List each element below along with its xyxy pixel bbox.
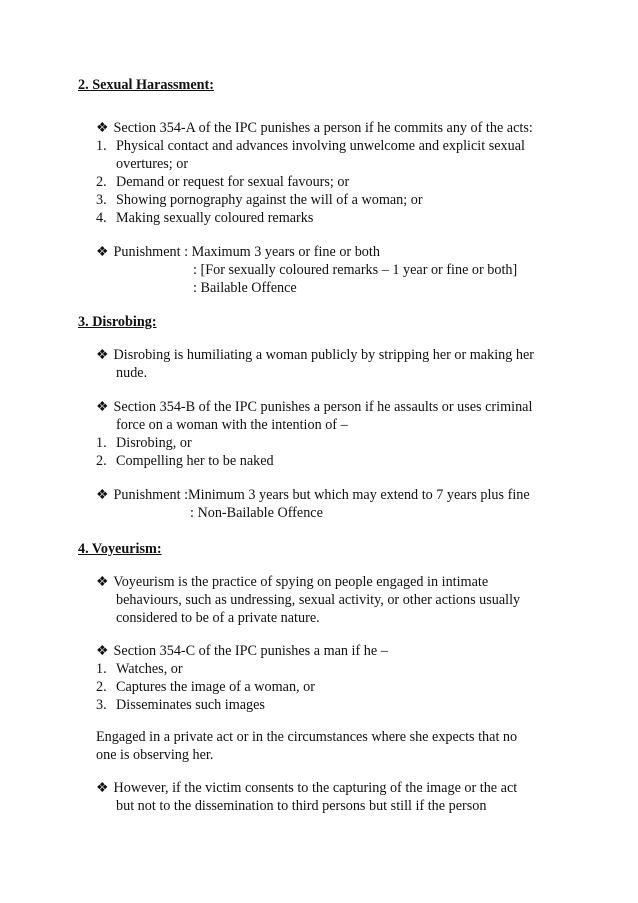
list-item: Making sexually coloured remarks	[116, 210, 314, 226]
diamond-bullet-icon: ❖	[96, 574, 109, 590]
bullet-text-continued: but not to the dissemination to third persons but still if the person	[116, 798, 487, 814]
diamond-bullet-icon: ❖	[96, 347, 109, 363]
bullet-text: Section 354-C of the IPC punishes a man if he –	[113, 643, 388, 659]
diamond-bullet-icon: ❖	[96, 399, 109, 415]
bullet-item	[96, 398, 532, 417]
punishment-text-continued: : [For sexually coloured remarks – 1 year or fine or both]	[193, 262, 518, 278]
bullet-text: Section 354-A of the IPC punishes a person if he commits any of the acts:	[113, 120, 533, 136]
diamond-bullet-icon: ❖	[96, 487, 109, 503]
punishment-text-continued: : Non-Bailable Offence	[190, 505, 323, 521]
bullet-text: Voyeurism is the practice of spying on people engaged in intimate	[113, 574, 489, 590]
bullet-text-continued: behaviours, such as undressing, sexual activity, or other actions usually	[116, 592, 521, 608]
list-item: Demand or request for sexual favours; or	[116, 174, 350, 190]
list-item: Captures the image of a woman, or	[116, 679, 315, 695]
list-number: 3.	[96, 697, 107, 713]
list-item: Watches, or	[116, 661, 183, 677]
list-number: 1.	[96, 138, 107, 154]
list-number: 2.	[96, 679, 107, 695]
punishment-text: Punishment :Minimum 3 years but which may extend to 7 years plus fine	[113, 487, 530, 503]
paragraph-text-continued: one is observing her.	[96, 747, 214, 763]
bullet-text: Section 354-B of the IPC punishes a person if he assaults or uses criminal	[113, 399, 533, 415]
list-number: 2.	[96, 453, 107, 469]
list-item: Disrobing, or	[116, 435, 192, 451]
diamond-bullet-icon: ❖	[96, 244, 109, 260]
list-item: Physical contact and advances involving unwelcome and explicit sexual	[116, 138, 525, 154]
section-heading-sexual-harassment: 2. Sexual Harassment:	[78, 77, 214, 93]
bullet-item	[96, 642, 388, 661]
bullet-text: However, if the victim consents to the capturing of the image or the act	[113, 780, 518, 796]
bullet-text-continued: considered to be of a private nature.	[116, 610, 320, 626]
list-item: Compelling her to be naked	[116, 453, 274, 469]
list-number: 4.	[96, 210, 107, 226]
bullet-item	[96, 573, 488, 592]
diamond-bullet-icon: ❖	[96, 643, 109, 659]
bullet-text-continued: force on a woman with the intention of –	[116, 417, 348, 433]
punishment-bullet	[96, 243, 380, 262]
bullet-item	[96, 119, 533, 138]
list-number: 1.	[96, 435, 107, 451]
list-item-continued: overtures; or	[116, 156, 189, 172]
bullet-text: Disrobing is humiliating a woman publicly by stripping her or making her	[113, 347, 534, 363]
bullet-item	[96, 346, 534, 365]
diamond-bullet-icon: ❖	[96, 780, 109, 796]
bullet-text-continued: nude.	[116, 365, 148, 381]
paragraph-text: Engaged in a private act or in the circumstances where she expects that no	[96, 729, 518, 745]
punishment-text: Punishment : Maximum 3 years or fine or both	[113, 244, 380, 260]
list-item: Disseminates such images	[116, 697, 265, 713]
diamond-bullet-icon: ❖	[96, 120, 109, 136]
punishment-text-continued: : Bailable Offence	[193, 280, 297, 296]
list-number: 1.	[96, 661, 107, 677]
list-number: 2.	[96, 174, 107, 190]
section-heading-disrobing: 3. Disrobing:	[78, 314, 157, 330]
section-heading-voyeurism: 4. Voyeurism:	[78, 541, 162, 557]
bullet-item	[96, 779, 517, 798]
punishment-bullet	[96, 486, 530, 505]
list-item: Showing pornography against the will of a woman; or	[116, 192, 423, 208]
list-number: 3.	[96, 192, 107, 208]
